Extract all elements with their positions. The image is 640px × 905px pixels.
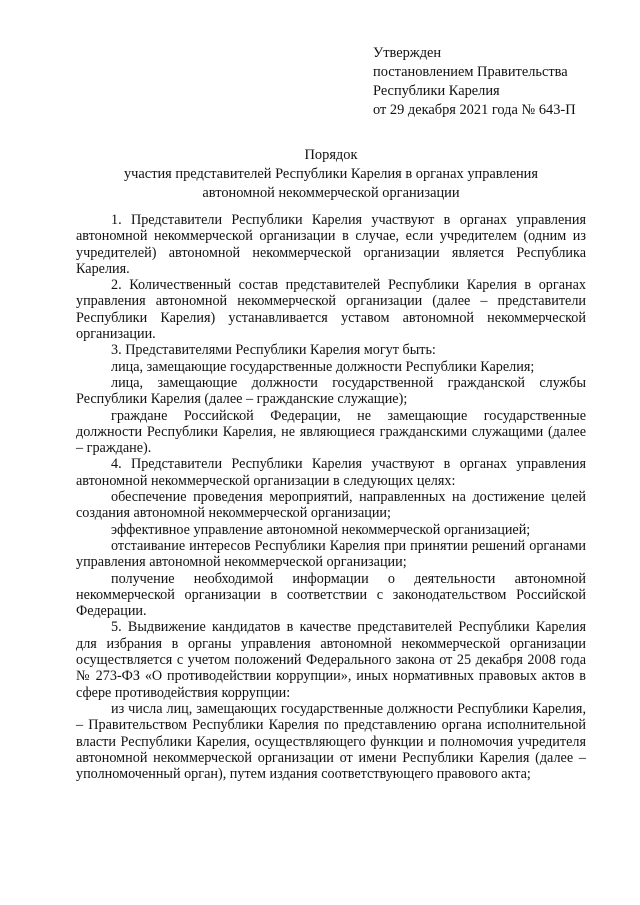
paragraph-1: 1. Представители Республики Карелия участвуют в органах управления автономной некоммерческой организации в случае, если учредителем (одним из учредителей) автономной некоммерческой организации является Республика Карелия. (76, 212, 586, 277)
paragraph-5: 5. Выдвижение кандидатов в качестве представителей Республики Карелия для избрания в органы управления автономной некоммерческой организации осуществляется с учетом положений Федерального закона от 25 декабря 2008 года № 273-ФЗ «О противодействии коррупции», иных нормативных правовых актов в сфере противодействия коррупции: (76, 619, 586, 701)
document-title (76, 146, 586, 203)
approval-stamp (373, 44, 623, 120)
approval-line-resolution: постановлением Правительства (373, 64, 568, 80)
paragraph-4-item-1: обеспечение проведения мероприятий, направленных на достижение целей создания автономной некоммерческой организации; (76, 489, 586, 522)
paragraph-3: 3. Представителями Республики Карелия могут быть: (111, 342, 436, 359)
paragraph-3-item-1: лица, замещающие государственные должности Республики Карелия; (111, 358, 535, 375)
approval-line-republic: Республики Карелия (373, 83, 500, 99)
paragraph-4: 4. Представители Республики Карелия участвуют в органах управления автономной некоммерческой организации в следующих целях: (76, 456, 586, 489)
paragraph-5-item-1: из числа лиц, замещающих государственные должности Республики Карелия, – Правительством Республики Карелия по представлению органа исполнительной власти Республики Карелия, осуществляющего функции и полномочия учредителя автономной некоммерческой организации от имени Республики Карелия (далее – уполномоченный орган), путем издания соответствующего правового акта; (76, 700, 586, 783)
title-heading: Порядок (304, 147, 358, 163)
paragraph-3-item-2: лица, замещающие должности государственной гражданской службы Республики Карелия (далее – гражданские служащие); (76, 374, 586, 408)
approval-line-date-number: от 29 декабря 2021 года № 643-П (373, 102, 576, 118)
title-subtitle-line-1: участия представителей Республики Карелия в органах управления (123, 166, 538, 182)
document-body (76, 212, 586, 782)
title-subtitle-line-2: автономной некоммерческой организации (202, 185, 460, 201)
paragraph-4-item-3: отстаивание интересов Республики Карелия при принятии решений органами управления автономной некоммерческой организации; (76, 537, 586, 571)
approval-line-approved: Утвержден (373, 45, 442, 61)
paragraph-4-item-4: получение необходимой информации о деятельности автономной некоммерческой организации в соответствии с законодательством Российской Федерации. (76, 570, 586, 620)
paragraph-3-item-3: граждане Российской Федерации, не замещающие государственные должности Республики Карелия, не являющиеся гражданскими служащими (далее – граждане). (76, 407, 586, 457)
paragraph-4-item-2: эффективное управление автономной некоммерческой организацией; (111, 521, 531, 538)
paragraph-2: 2. Количественный состав представителей Республики Карелия в органах управления автономной некоммерческой организации (далее – представители Республики Карелия) устанавливается уставом автономной некоммерческой организации. (76, 277, 586, 343)
